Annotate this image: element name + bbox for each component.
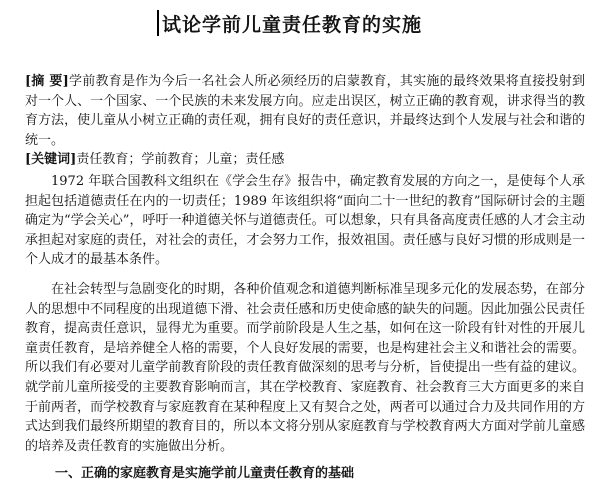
body-paragraph: 1972 年联合国教科文组织在《学会生存》报告中，确定教育发展的方向之一，是使每个人承担起包括道德责任在内的一切责任；1989 年该组织将“面向二十一世纪的教育”国际研讨会的主题确定为“学会关心”，呼吁一种道德关怀与道德责任。可以想象，只有具备高度责任感的人才会主动承担起对家庭的责任，对社会的责任，才会努力工作，报效祖国。责任感与良好习惯的形成则是一个人成才的最基本条件。 bbox=[25, 174, 585, 268]
abstract-label: [摘 要] bbox=[25, 74, 69, 89]
keywords-label: [关键词] bbox=[25, 152, 77, 167]
title-block bbox=[157, 8, 422, 38]
abstract bbox=[25, 72, 585, 150]
body-paragraph: 在社会转型与急剧变化的时期，各种价值观念和道德判断标准呈现多元化的发展态势，在部分人的思想中不同程度的出现道德下滑、社会责任感和历史使命感的缺失的问题。因此加强公民责任教育，提高责任意识，显得尤为重要。而学前阶段是人生之基，如何在这一阶段有针对性的开展儿童责任教育，是培养健全人格的需要，个人良好发展的需要，也是构建社会主义和谐社会的需要。所以我们有必要对儿童学前教育阶段的责任教育做深刻的思考与分析，旨使提出一些有益的建议。就学前儿童所接受的主要教育影响而言，其在学校教育、家庭教育、社会教育三大方面更多的来自于前两者，而学校教育与家庭教育在某种程度上又有契合之处，两者可以通过合力及共同作用的方式达到我们最终所期望的教育目的，所以本文将分别从家庭教育与学校教育两大方面对学前儿童感的培养及责任教育的实施做出分析。 bbox=[25, 282, 585, 454]
page-title: 试论学前儿童责任教育的实施 bbox=[162, 13, 423, 36]
abstract-text: 学前教育是作为今后一名社会人所必须经历的启蒙教育，其实施的最终效果将直接投射到对一个人、一个国家、一个民族的未来发展方向。应走出误区，树立正确的教育观，讲求得当的教育方法，使儿童从小树立正确的责任观，拥有良好的责任意识，并最终达到个人发展与社会和谐的统一。 bbox=[25, 74, 585, 148]
section-heading: 一、正确的家庭教育是实施学前儿童责任教育的基础 bbox=[55, 466, 355, 481]
title-divider bbox=[157, 10, 159, 36]
keywords-text: 责任教育；学前教育；儿童；责任感 bbox=[76, 152, 285, 167]
keywords bbox=[25, 150, 585, 170]
